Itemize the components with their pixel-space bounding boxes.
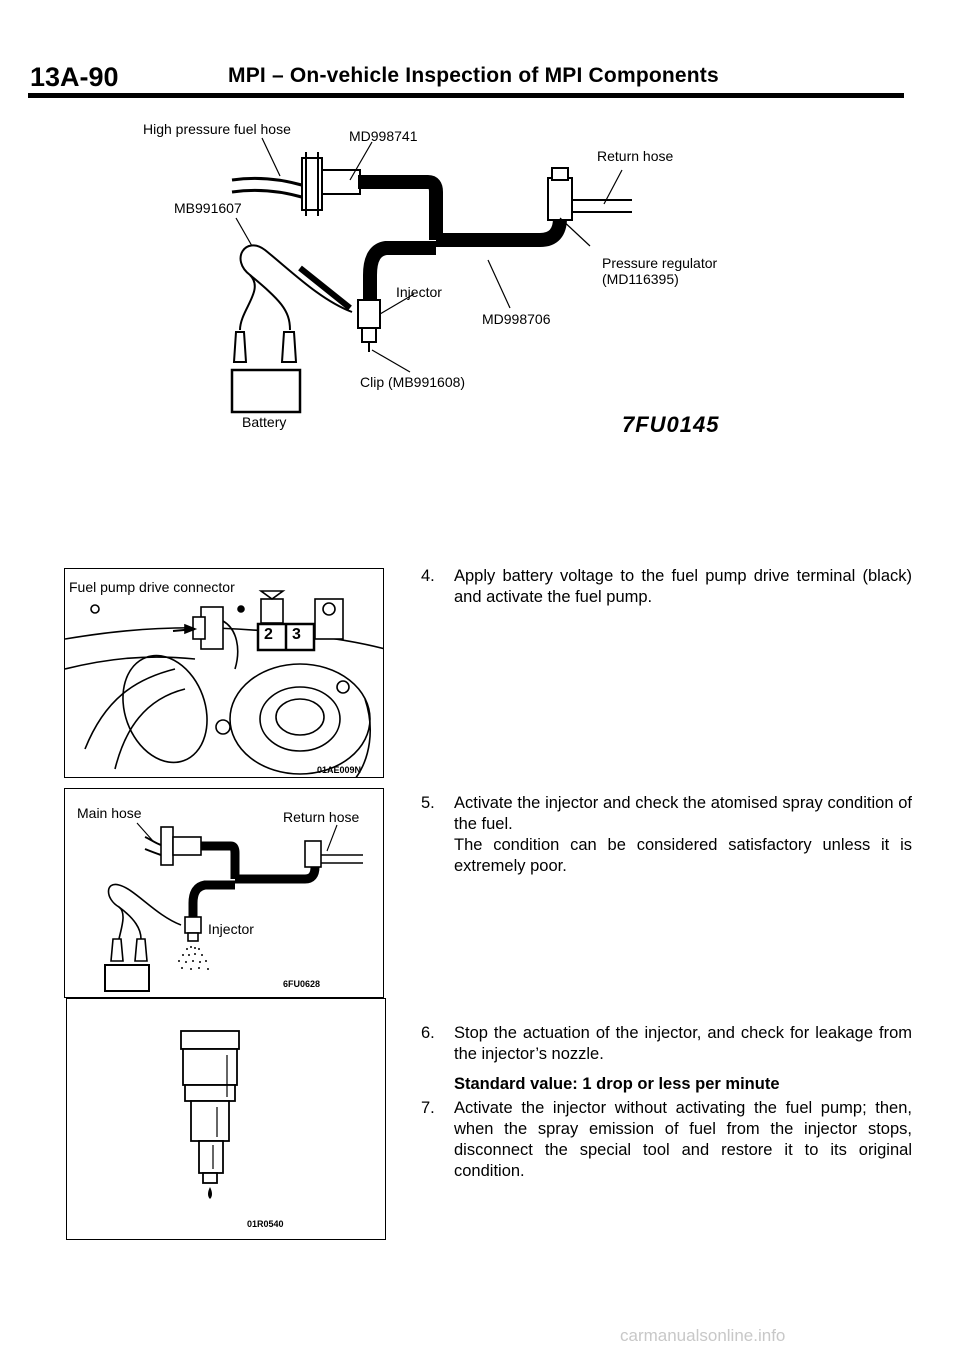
page-title: MPI – On-vehicle Inspection of MPI Components xyxy=(228,64,719,87)
figure-code: 01AE009N xyxy=(317,765,362,775)
label-pressure-regulator-code: (MD116395) xyxy=(602,271,679,287)
label-mb991607: MB991607 xyxy=(174,200,242,216)
step-number: 7. xyxy=(421,1099,435,1117)
step-text: Activate the injector and check the atomised spray condition of the fuel. xyxy=(454,794,912,833)
page-number: 13A-90 xyxy=(30,62,119,92)
terminal-3: 3 xyxy=(292,626,301,643)
connector-diagram xyxy=(65,569,384,778)
watermark: carmanualsonline.info xyxy=(620,1326,786,1345)
label-main-hose: Main hose xyxy=(77,805,142,821)
figure-fuel-pump-connector xyxy=(64,568,384,778)
label-fuel-pump-drive-connector: Fuel pump drive connector xyxy=(69,579,235,595)
terminal-2: 2 xyxy=(264,626,273,643)
label-high-pressure-fuel-hose: High pressure fuel hose xyxy=(143,121,291,137)
figure-code: 6FU0628 xyxy=(283,979,321,989)
label-injector: Injector xyxy=(396,284,442,300)
setup-diagram xyxy=(0,100,960,440)
step-4 xyxy=(421,566,913,610)
figure-injector-leakage xyxy=(66,998,386,1240)
step-text: Apply battery voltage to the fuel pump drive terminal (black) and activate the fuel pump. xyxy=(454,567,912,606)
step-note: The condition can be considered satisfactory unless it is extremely poor. xyxy=(454,836,912,875)
step-7 xyxy=(421,1098,913,1188)
step-5 xyxy=(421,793,913,883)
label-md998741: MD998741 xyxy=(349,128,418,144)
figure-code: 7FU0145 xyxy=(622,412,720,437)
label-md998706: MD998706 xyxy=(482,311,551,327)
label-clip: Clip (MB991608) xyxy=(360,374,466,390)
step-text: Stop the actuation of the injector, and check for leakage from the injector’s nozzle. xyxy=(454,1024,912,1063)
step-6 xyxy=(421,1023,913,1097)
label-return-hose: Return hose xyxy=(597,148,674,164)
label-injector: Injector xyxy=(208,921,254,937)
figure-injector-test-setup xyxy=(0,100,960,440)
header-rule xyxy=(28,93,904,98)
step-number: 4. xyxy=(421,567,435,585)
step-number: 5. xyxy=(421,794,435,812)
standard-value: Standard value: 1 drop or less per minute xyxy=(454,1075,780,1093)
label-pressure-regulator: Pressure regulator xyxy=(602,255,718,271)
label-battery: Battery xyxy=(242,414,287,430)
label-return-hose: Return hose xyxy=(283,809,360,825)
step-number: 6. xyxy=(421,1024,435,1042)
figure-code: 01R0540 xyxy=(247,1219,284,1229)
step-text: Activate the injector without activating the fuel pump; then, when the spray emission of fuel from the injector stops, disconnect the special tool and restore it to its original condition. xyxy=(454,1099,912,1180)
figure-spray-condition xyxy=(64,788,384,998)
injector-diagram xyxy=(67,999,386,1240)
